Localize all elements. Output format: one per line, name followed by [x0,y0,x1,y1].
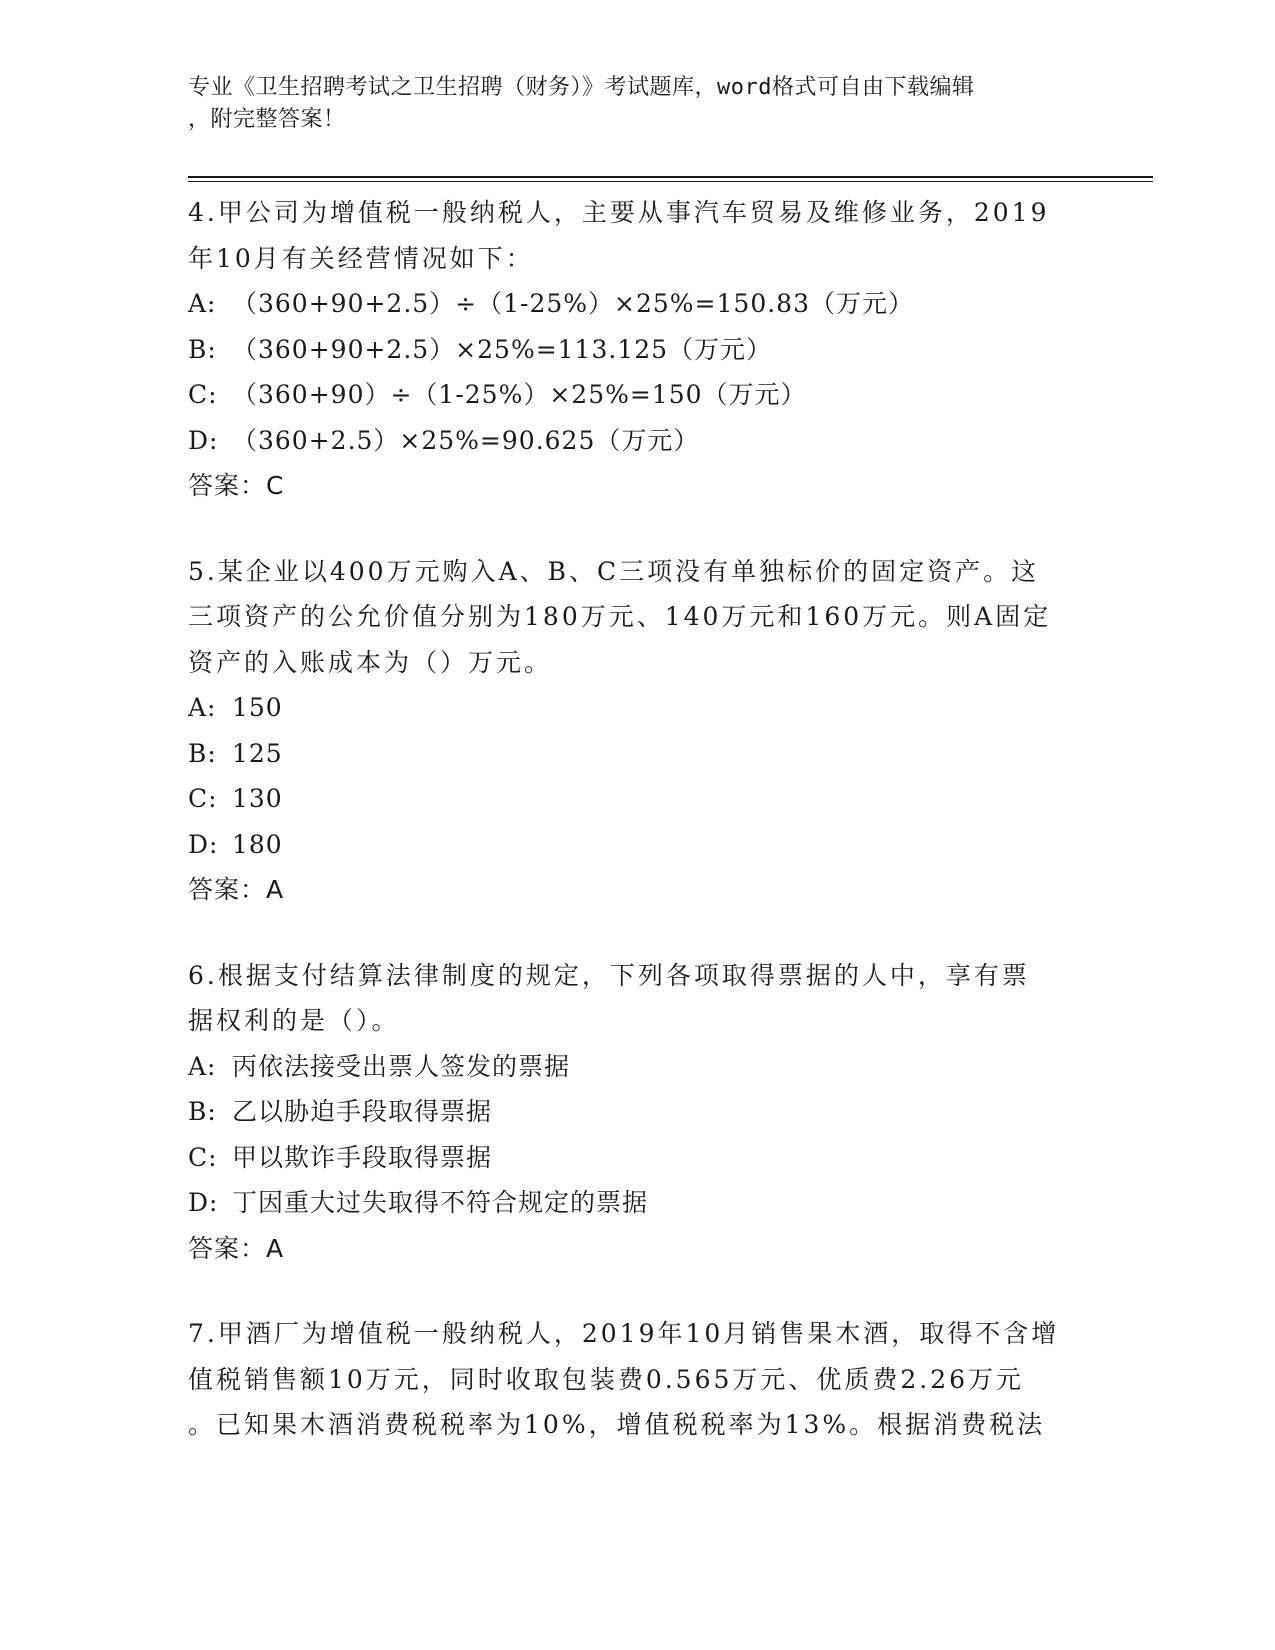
header-line-2: ，附完整答案！ [188,107,346,132]
option-label: B: [188,1097,217,1126]
option-text: 180 [232,829,283,859]
option-label: D: [188,829,219,859]
question-block [188,190,1088,509]
answer-option [188,731,1088,777]
answer-option [188,1089,1088,1135]
option-text: 丁因重大过失取得不符合规定的票据 [232,1188,649,1217]
option-label: C: [188,784,218,813]
answer-option [188,1180,1088,1226]
option-label: A: [188,289,217,318]
header-line-1: 专业《卫生招聘考试之卫生招聘（财务）》考试题库，word格式可自由下载编辑 [188,75,975,100]
option-label: C: [188,1142,218,1172]
question-stem-line: 7.甲酒厂为增值税一般纳税人，2019年10月销售果木酒，取得不含增 [188,1319,1060,1348]
question-stem-line: 6.根据支付结算法律制度的规定，下列各项取得票据的人中，享有票 [188,960,1030,990]
option-label: B: [188,738,217,768]
option-text: 丙依法接受出票人签发的票据 [232,1051,571,1081]
option-text: （360+2.5）×25%=90.625（万元） [232,425,700,455]
answer-option [188,327,1088,373]
question-block [188,549,1088,913]
answer-option [188,1044,1088,1090]
question-stem-line: 资产的入账成本为（）万元。 [188,647,553,677]
option-text: （360+90+2.5）÷（1-25%）×25%=150.83（万元） [232,289,914,318]
option-label: D: [188,1188,219,1217]
option-label: D: [188,425,219,455]
option-text: 甲以欺诈手段取得票据 [232,1142,493,1172]
answer-option [188,1135,1088,1181]
answer-key: 答案：A [188,1233,285,1263]
answer-option [188,281,1088,327]
option-text: 150 [232,693,283,722]
option-text: 125 [232,738,283,768]
question-list [188,190,1088,1488]
question-stem-line: 据权利的是（）。 [188,1006,400,1035]
question-stem-line: 5.某企业以400万元购入A、B、C三项没有单独标价的固定资产。这 [188,556,1040,586]
option-text: （360+90+2.5）×25%=113.125（万元） [232,334,773,364]
question-stem-line: 三项资产的公允价值分别为180万元、140万元和160万元。则A固定 [188,602,1052,631]
document-header [188,72,1068,136]
question-block [188,1311,1088,1448]
answer-option [188,776,1088,822]
option-label: C: [188,380,218,409]
question-stem-line: 。已知果木酒消费税税率为10%，增值税税率为13%。根据消费税法 [188,1410,1046,1439]
question-stem-line: 值税销售额10万元，同时收取包装费0.565万元、优质费2.26万元 [188,1364,1025,1394]
option-label: A: [188,693,217,722]
header-divider-thin [188,181,1153,182]
answer-option [188,418,1088,464]
option-label: B: [188,334,217,364]
option-text: （360+90）÷（1-25%）×25%=150（万元） [232,380,807,409]
answer-option [188,822,1088,868]
question-stem-line: 4.甲公司为增值税一般纳税人，主要从事汽车贸易及维修业务，2019 [188,198,1050,227]
answer-option [188,685,1088,731]
header-divider-thick [188,176,1153,178]
question-stem-line: 年10月有关经营情况如下： [188,243,534,273]
question-block [188,953,1088,1272]
option-text: 130 [232,784,283,813]
option-label: A: [188,1051,217,1081]
answer-key: 答案：C [188,471,285,500]
option-text: 乙以胁迫手段取得票据 [232,1097,493,1126]
answer-key: 答案：A [188,875,285,904]
answer-option [188,372,1088,418]
